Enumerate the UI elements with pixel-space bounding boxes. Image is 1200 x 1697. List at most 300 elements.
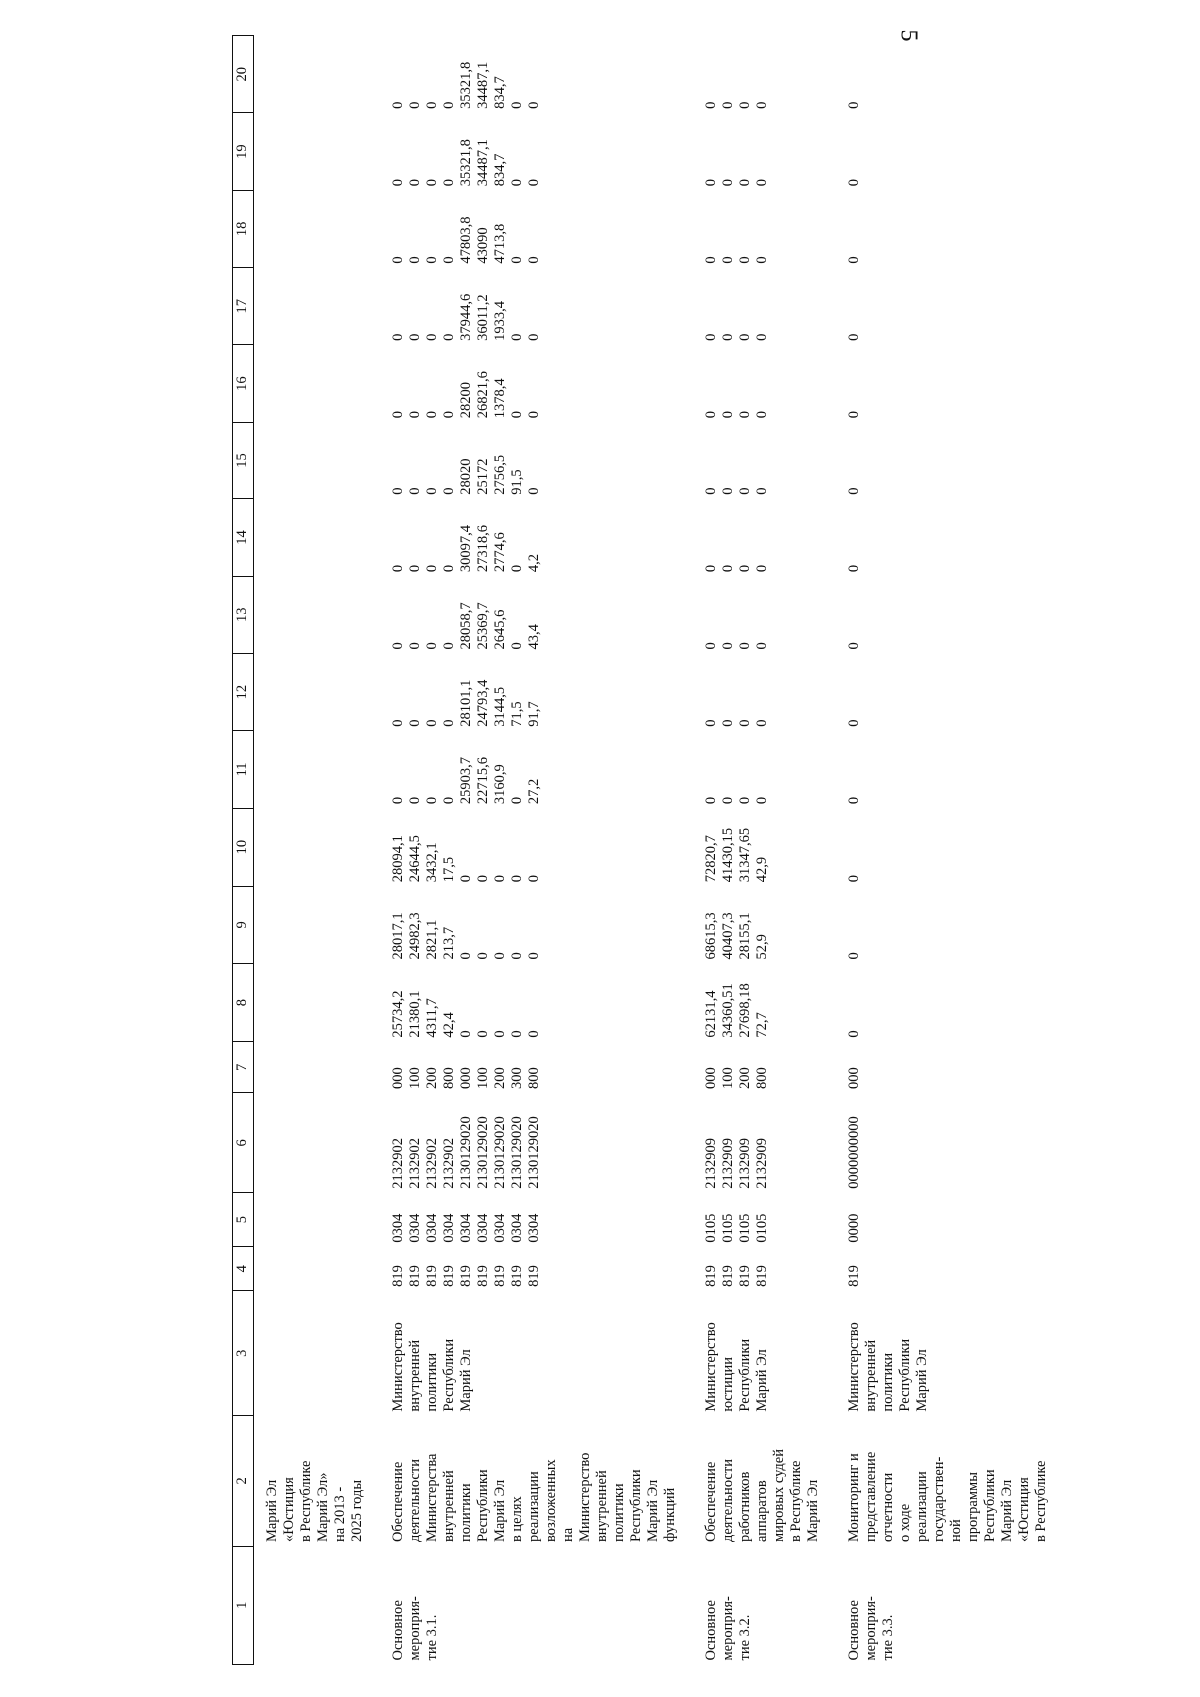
year-values-col-19 [380,113,693,190]
value-cell: 27318,6 [475,524,491,573]
value-cell: 0 [424,256,440,264]
value-cell: 0 [509,101,525,109]
measure-name-line: функций [662,1487,678,1543]
year-values-col-11 [836,731,1064,808]
target-article-code [693,1093,836,1193]
section-code-line: 0304 [475,1213,491,1243]
value-cell: 0 [703,333,719,341]
measure-name-line: Марий Эл [645,1479,661,1543]
year-values-col-14 [836,499,1064,576]
value-cell: 0 [703,179,719,187]
value-cell: 0 [509,952,525,960]
year-values-col-17 [836,268,1064,345]
year-values-col-8 [693,964,836,1042]
executor-name-line: Республики [737,1338,753,1412]
value-cell: 0 [720,564,736,573]
measure-name [254,1416,381,1546]
measure-name-line: «Юстиция [281,1477,297,1543]
value-cell: 0 [441,796,457,805]
value-cell: 0 [526,1030,542,1038]
year-values-col-15 [380,422,693,499]
executor-name-line: политики [880,1352,896,1412]
expense-type-code-line: 100 [720,1067,736,1089]
year-values-col-20 [380,36,693,113]
value-cell: 0 [492,874,508,883]
year-values-col-20 [836,36,1064,113]
value-cell: 0 [390,101,406,109]
executor-name-line: внутренней [863,1339,879,1412]
value-cell: 0 [475,874,491,883]
header-col-13: 13 [233,576,254,653]
measure-name-line: мировых судей [771,1448,787,1543]
grbs-code-line: 819 [458,1265,474,1287]
measure-name-line: внутренней [441,1470,457,1543]
value-cell: 0 [407,410,423,419]
table-row [254,36,381,1665]
value-cell: 62131,4 [703,990,719,1038]
header-col-20: 20 [233,36,254,113]
value-cell: 0 [720,642,736,650]
value-cell: 72,7 [754,1012,770,1038]
value-cell: 0 [526,256,542,264]
value-cell: 0 [424,410,440,419]
value-cell: 0 [407,333,423,341]
header-col-19: 19 [233,113,254,190]
value-cell: 0 [846,487,862,495]
value-cell: 0 [703,487,719,495]
measure-name-line: реализации [526,1471,542,1543]
value-cell: 0 [390,179,406,187]
year-values-col-17 [254,268,381,345]
value-cell: 0 [720,796,736,805]
value-cell: 0 [390,256,406,264]
measure-label-line: тие 3.3. [880,1614,896,1661]
measure-name-line: возложенных [543,1459,559,1543]
year-values-col-13 [380,576,693,653]
target-article-code-line: 0000000000 [846,1116,862,1189]
value-cell: 52,9 [754,934,770,960]
value-cell: 0 [424,487,440,495]
measure-name-line: отчетности [880,1472,896,1543]
value-cell: 0 [441,719,457,727]
value-cell: 0 [846,796,862,805]
value-cell: 25903,7 [458,756,474,805]
expense-type-code-line: 000 [458,1067,474,1089]
value-cell: 0 [846,564,862,573]
value-cell: 0 [754,256,770,264]
value-cell: 0 [407,564,423,573]
year-values-col-10 [836,808,1064,886]
value-cell: 0 [846,179,862,187]
value-cell: 0 [509,874,525,883]
value-cell: 0 [703,796,719,805]
value-cell: 28017,1 [390,912,406,960]
year-values-col-12 [254,653,381,730]
value-cell: 0 [424,796,440,805]
value-cell: 0 [754,564,770,573]
target-article-code-line: 2130129020 [526,1116,542,1189]
year-values-col-9 [380,886,693,963]
header-col-4: 4 [233,1247,254,1291]
value-cell: 0 [846,874,862,883]
value-cell: 0 [754,796,770,805]
value-cell: 35321,8 [458,61,474,109]
measure-name-line: «Юстиция [1016,1477,1032,1543]
year-values-col-14 [254,499,381,576]
section-code [836,1193,1064,1247]
value-cell: 0 [424,101,440,109]
measure-label [254,1546,381,1664]
grbs-code [836,1247,1064,1291]
section-code-line: 0304 [458,1213,474,1243]
year-values-col-8 [836,964,1064,1042]
value-cell: 0 [737,256,753,264]
value-cell: 0 [737,410,753,419]
value-cell: 0 [737,642,753,650]
header-col-11: 11 [233,731,254,808]
value-cell: 213,7 [441,926,457,960]
target-article-code [254,1093,381,1193]
value-cell: 0 [754,642,770,650]
expense-type-code-line: 800 [754,1067,770,1089]
value-cell: 37944,6 [458,293,474,341]
value-cell: 1378,4 [492,378,508,419]
expense-type-code-line: 200 [424,1067,440,1089]
value-cell: 2756,5 [492,454,508,495]
value-cell: 0 [390,642,406,650]
value-cell: 25172 [475,458,491,495]
measure-label-line: тие 3.2. [737,1614,753,1661]
value-cell: 0 [737,101,753,109]
header-col-1: 1 [233,1546,254,1664]
value-cell: 0 [703,101,719,109]
value-cell: 0 [737,333,753,341]
value-cell: 0 [754,179,770,187]
executor-name [380,1291,693,1416]
value-cell: 0 [390,410,406,419]
measure-name-line: 2025 годы [349,1479,365,1543]
grbs-code-line: 819 [407,1265,423,1287]
value-cell: 71,5 [509,701,525,727]
measure-label [836,1546,1064,1664]
year-values-col-11 [254,731,381,808]
value-cell: 0 [441,410,457,419]
value-cell: 0 [737,487,753,495]
year-values-col-12 [836,653,1064,730]
value-cell: 0 [441,333,457,341]
value-cell: 0 [509,642,525,650]
value-cell: 27698,18 [737,983,753,1038]
expense-type-code-line: 000 [390,1067,406,1089]
grbs-code-line: 819 [754,1265,770,1287]
executor-name [254,1291,381,1416]
year-values-col-13 [693,576,836,653]
value-cell: 0 [407,796,423,805]
year-values-col-13 [254,576,381,653]
year-values-col-10 [380,808,693,886]
value-cell: 0 [846,410,862,419]
expense-type-code-line: 200 [492,1067,508,1089]
measure-label-line: Основное [846,1600,862,1661]
year-values-col-12 [693,653,836,730]
header-col-8: 8 [233,964,254,1042]
grbs-code-line: 819 [720,1265,736,1287]
expense-type-code-line: 100 [475,1067,491,1089]
measure-name-line: о ходе [897,1503,913,1543]
measure-label-line: мероприя- [720,1596,736,1661]
year-values-col-18 [254,190,381,267]
measure-name-line: программы [965,1472,981,1543]
expense-type-code-line: 800 [526,1067,542,1089]
target-article-code-line: 2130129020 [492,1116,508,1189]
measure-name-line: в целях [509,1496,525,1543]
grbs-code-line: 819 [737,1265,753,1287]
expense-type-code-line: 200 [737,1067,753,1089]
value-cell: 0 [390,564,406,573]
value-cell: 0 [441,487,457,495]
value-cell: 0 [720,101,736,109]
year-values-col-15 [836,422,1064,499]
measure-name-line: Республики [475,1469,491,1543]
header-col-17: 17 [233,268,254,345]
measure-name-line: аппаратов [754,1480,770,1543]
value-cell: 0 [846,333,862,341]
expense-type-code-line: 100 [407,1067,423,1089]
value-cell: 0 [458,952,474,960]
value-cell: 35321,8 [458,139,474,187]
target-article-code-line: 2130129020 [475,1116,491,1189]
section-code [693,1193,836,1247]
measure-name-line: в Республике [1033,1460,1049,1543]
value-cell: 0 [407,719,423,727]
section-code-line: 0000 [846,1213,862,1243]
section-code-line: 0304 [526,1213,542,1243]
value-cell: 0 [509,333,525,341]
value-cell: 4713,8 [492,223,508,264]
value-cell: 0 [703,410,719,419]
measure-name-line: Республики [982,1469,998,1543]
executor-name-line: Марий Эл [914,1349,930,1412]
value-cell: 0 [754,410,770,419]
header-col-15: 15 [233,422,254,499]
expense-type-code [693,1042,836,1093]
value-cell: 27,2 [526,778,542,805]
year-values-col-19 [836,113,1064,190]
value-cell: 0 [390,719,406,727]
executor-name-line: Республики [897,1338,913,1412]
measure-name-line: Министерство [577,1452,593,1543]
measure-name-line: внутренней [594,1470,610,1543]
value-cell: 0 [703,642,719,650]
value-cell: 0 [526,101,542,109]
grbs-code-line: 819 [441,1265,457,1287]
value-cell: 0 [492,952,508,960]
value-cell: 0 [737,179,753,187]
executor-name-line: Министерство [703,1322,719,1412]
year-values-col-11 [380,731,693,808]
value-cell: 26821,6 [475,371,491,419]
year-values-col-10 [254,808,381,886]
header-col-6: 6 [233,1093,254,1193]
value-cell: 0 [846,952,862,960]
measure-label [693,1546,836,1664]
measure-name-line: государствен- [931,1456,947,1543]
measure-label-line: Основное [390,1600,406,1661]
executor-name-line: Марий Эл [458,1349,474,1412]
grbs-code [254,1247,381,1291]
measure-name-line: на 2013 - [332,1486,348,1543]
section-code-line: 0105 [754,1213,770,1243]
measure-name-line: в Республике [298,1460,314,1543]
value-cell: 2645,6 [492,609,508,650]
value-cell: 0 [424,642,440,650]
value-cell: 31347,65 [737,827,753,883]
value-cell: 34487,1 [475,61,491,109]
value-cell: 28101,1 [458,679,474,727]
value-cell: 0 [424,333,440,341]
value-cell: 0 [475,952,491,960]
target-article-code-line: 2132909 [754,1137,770,1189]
value-cell: 47803,8 [458,216,474,264]
value-cell: 0 [526,410,542,419]
value-cell: 0 [526,333,542,341]
value-cell: 0 [720,333,736,341]
value-cell: 0 [720,410,736,419]
grbs-code [380,1247,693,1291]
grbs-code [693,1247,836,1291]
year-values-col-16 [836,345,1064,422]
value-cell: 0 [424,564,440,573]
value-cell: 0 [407,487,423,495]
section-code-line: 0304 [509,1213,525,1243]
value-cell: 28094,1 [390,835,406,883]
table-row [693,36,836,1665]
year-values-col-9 [254,886,381,963]
value-cell: 0 [720,256,736,264]
value-cell: 0 [458,874,474,883]
value-cell: 0 [703,564,719,573]
target-article-code-line: 2132902 [441,1137,457,1189]
header-col-18: 18 [233,190,254,267]
section-code-line: 0304 [492,1213,508,1243]
value-cell: 0 [846,642,862,650]
value-cell: 0 [407,101,423,109]
value-cell: 0 [390,333,406,341]
target-article-code-line: 2132909 [737,1137,753,1189]
value-cell: 0 [703,256,719,264]
year-values-col-9 [693,886,836,963]
value-cell: 0 [526,874,542,883]
value-cell: 0 [441,101,457,109]
value-cell: 0 [720,719,736,727]
measure-name-line: политики [611,1483,627,1543]
value-cell: 17,5 [441,856,457,883]
value-cell: 40407,3 [720,912,736,960]
measure-name-line: Марий Эл [264,1479,280,1543]
expense-type-code-line: 800 [441,1067,457,1089]
value-cell: 0 [846,101,862,109]
expense-type-code-line: 000 [846,1067,862,1089]
grbs-code-line: 819 [846,1265,862,1287]
target-article-code-line: 2130129020 [458,1116,474,1189]
executor-name-line: внутренней [407,1339,423,1412]
target-article-code-line: 2130129020 [509,1116,525,1189]
value-cell: 2774,6 [492,532,508,573]
grbs-code-line: 819 [509,1265,525,1287]
year-values-col-14 [693,499,836,576]
measure-name-line: Обеспечение [703,1461,719,1543]
section-code-line: 0304 [390,1213,406,1243]
value-cell: 0 [737,564,753,573]
expense-type-code-line: 000 [703,1067,719,1089]
header-col-5: 5 [233,1193,254,1247]
value-cell: 0 [424,179,440,187]
value-cell: 0 [846,256,862,264]
year-values-col-19 [693,113,836,190]
year-values-col-19 [254,113,381,190]
header-col-12: 12 [233,653,254,730]
section-code-line: 0105 [720,1213,736,1243]
year-values-col-20 [254,36,381,113]
expense-type-code [254,1042,381,1093]
executor-name [836,1291,1064,1416]
expense-type-code [380,1042,693,1093]
value-cell: 68615,3 [703,912,719,960]
executor-name-line: политики [424,1352,440,1412]
measure-name-line: политики [458,1483,474,1543]
value-cell: 0 [390,487,406,495]
target-article-code-line: 2132902 [407,1137,423,1189]
value-cell: 0 [737,719,753,727]
target-article-code-line: 2132909 [720,1137,736,1189]
value-cell: 0 [509,564,525,573]
grbs-code-line: 819 [526,1265,542,1287]
expense-type-code-line: 300 [509,1067,525,1089]
budget-table [232,35,1064,1665]
measure-label-line: мероприя- [863,1596,879,1661]
value-cell: 22715,6 [475,756,491,805]
value-cell: 28200 [458,381,474,419]
value-cell: 0 [509,410,525,419]
header-col-9: 9 [233,886,254,963]
value-cell: 21380,1 [407,990,423,1038]
header-col-10: 10 [233,808,254,886]
value-cell: 2821,1 [424,919,440,960]
value-cell: 0 [390,796,406,805]
value-cell: 0 [846,1030,862,1038]
value-cell: 3144,5 [492,686,508,727]
value-cell: 0 [509,179,525,187]
measure-name-line: работников [737,1471,753,1543]
measure-name-line: деятельности [407,1459,423,1543]
value-cell: 42,9 [754,856,770,883]
target-article-code [836,1093,1064,1193]
executor-name [693,1291,836,1416]
value-cell: 1933,4 [492,301,508,341]
measure-name [693,1416,836,1546]
year-values-col-17 [380,268,693,345]
section-code [254,1193,381,1247]
year-values-col-12 [380,653,693,730]
year-values-col-18 [693,190,836,267]
year-values-col-14 [380,499,693,576]
year-values-col-8 [254,964,381,1042]
value-cell: 41430,15 [720,827,736,883]
value-cell: 34360,51 [720,983,736,1038]
value-cell: 0 [754,487,770,495]
year-values-col-9 [836,886,1064,963]
value-cell: 0 [509,1030,525,1038]
